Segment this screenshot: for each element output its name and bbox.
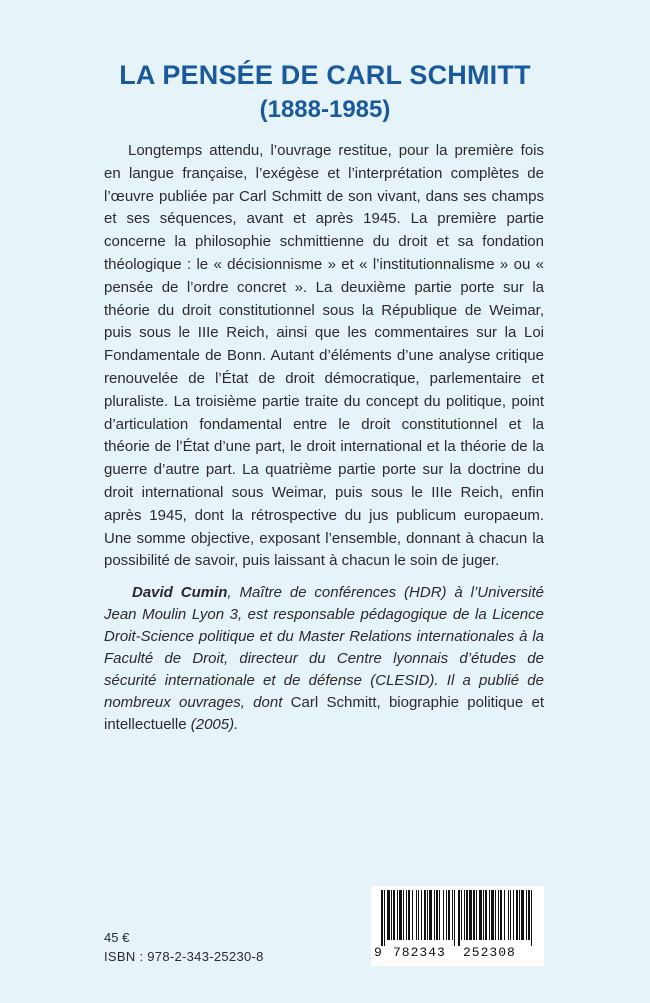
barcode-bar <box>483 890 484 940</box>
barcode-bar <box>479 890 482 940</box>
barcode-digits-right: 252308 <box>463 945 516 960</box>
barcode-digit-first: 9 <box>374 945 382 960</box>
author-book-year: (2005). <box>186 716 239 733</box>
summary-paragraph: Longtemps attendu, l’ouvrage restitue, pour la première fois en langue française, l’exégèse et l’interprétation complètes de l’œuvre publiée par Carl Schmitt de son vivant, dans ses champs et ses séquences, avant et après 1945. La première partie concerne la philosophie schmittienne du droit et sa fondation théologique : le « décisionnisme » et « l’institutionnalisme » ou « pensée de l’ordre concret ». La deuxième partie porte sur la théorie du droit constitutionnel sous la République de Weimar, puis sous le IIIe Reich, ainsi que les commentaires sur la Loi Fondamentale de Bonn. Autant d’éléments d’une analyse critique renouvelée de l’État de droit démocratique, parlementaire et pluraliste. La troisième partie traite du concept du politique, point d’articulation fondamental entre le droit constitutionnel et la théorie de l’État d’une part, le droit international et la théorie de la guerre d’autre part. La quatrième partie porte sur la doctrine du droit international sous Weimar, puis sous le IIIe Reich, enfin après 1945, dont la rétrospective du jus publicum europaeum. Une somme objective, exposant l’ensemble, donnant à chacun la possibilité de savoir, puis laissant à chacun le soin de juger. <box>104 142 544 570</box>
barcode-bar <box>469 890 472 940</box>
barcode-bar <box>526 890 527 940</box>
barcode-bar <box>531 890 532 946</box>
barcode-bar <box>510 890 511 940</box>
barcode-bar <box>466 890 468 940</box>
barcode-bar <box>498 890 499 940</box>
barcode-bar <box>473 890 475 940</box>
author-bio <box>104 582 544 736</box>
author-book-title: Carl Schmitt, biographie politique et intellectuelle <box>104 694 544 733</box>
barcode-bar <box>399 890 402 940</box>
barcode-bar <box>508 890 509 940</box>
barcode-bar <box>429 890 432 940</box>
barcode-bar <box>387 890 390 940</box>
book-years: (1888-1985) <box>259 96 391 123</box>
barcode-bar <box>464 890 465 940</box>
barcode-bar <box>391 890 392 940</box>
barcode-bar <box>434 890 435 940</box>
isbn: ISBN : 978-2-343-25230-8 <box>104 949 264 964</box>
barcode-bar <box>528 890 530 940</box>
barcode-bar <box>500 890 502 940</box>
barcode-bars <box>379 890 537 948</box>
barcode-bar <box>461 890 462 940</box>
barcode-bar <box>397 890 398 940</box>
barcode-bar <box>489 890 490 940</box>
barcode-bar <box>384 890 385 946</box>
barcode-bar <box>436 890 438 940</box>
barcode-bar <box>381 890 383 946</box>
barcode-bar <box>448 890 450 940</box>
barcode-bar <box>421 890 422 940</box>
barcode-bar <box>446 890 447 940</box>
barcode-bar <box>495 890 496 940</box>
barcode-bar <box>424 890 426 940</box>
barcode-bar <box>485 890 487 940</box>
barcode-bar <box>516 890 518 940</box>
barcode-digits <box>371 944 544 962</box>
barcode <box>371 886 544 966</box>
author-bio-text: , Maître de conférences (HDR) à l’Université Jean Moulin Lyon 3, est responsable pédagogique de la Licence Droit-Science politique et du Master Relations internationales à la Faculté de Droit, directeur du Centre lyonnais d’études de sécurité internationale et de défense (CLESID). Il a publié de nombreux ouvrages, dont <box>104 584 544 711</box>
barcode-bar <box>458 890 460 946</box>
barcode-bar <box>416 890 417 940</box>
barcode-bar <box>393 890 395 940</box>
barcode-bar <box>454 890 455 946</box>
barcode-bar <box>491 890 494 940</box>
barcode-bar <box>452 890 453 940</box>
barcode-bar <box>412 890 413 940</box>
author-name: David Cumin <box>132 584 228 601</box>
price: 45 € <box>104 930 130 945</box>
barcode-bar <box>519 890 520 940</box>
barcode-digits-left: 782343 <box>393 945 446 960</box>
barcode-bar <box>513 890 514 940</box>
barcode-bar <box>408 890 410 940</box>
barcode-bar <box>504 890 505 940</box>
barcode-bar <box>443 890 444 940</box>
barcode-bar <box>521 890 524 940</box>
barcode-bar <box>439 890 440 940</box>
barcode-bar <box>476 890 477 940</box>
barcode-bar <box>418 890 419 940</box>
barcode-bar <box>406 890 407 940</box>
barcode-bar <box>403 890 404 940</box>
book-title: LA PENSÉE DE CARL SCHMITT <box>119 60 531 90</box>
barcode-bar <box>427 890 428 940</box>
